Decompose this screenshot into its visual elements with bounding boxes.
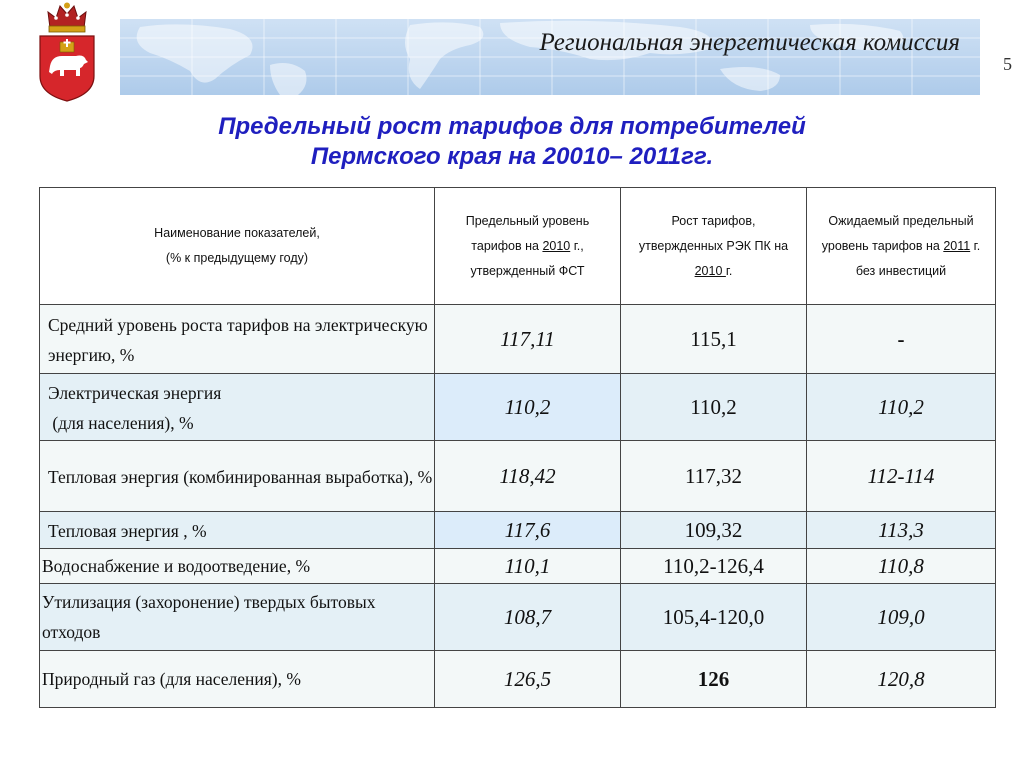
slide-title-line-1: Предельный рост тарифов для потребителей xyxy=(218,113,806,140)
cell-fst: 117,6 xyxy=(435,512,621,549)
cell-rek: 115,1 xyxy=(621,305,807,374)
row-label: Средний уровень роста тарифов на электрическую энергию, % xyxy=(40,305,435,374)
cell-fst: 110,2 xyxy=(435,374,621,441)
cell-rek: 117,32 xyxy=(621,441,807,512)
cell-expected: 120,8 xyxy=(807,651,996,708)
header-indicator-name: Наименование показателей, (% к предыдущему году) xyxy=(40,188,435,305)
cell-expected: 112-114 xyxy=(807,441,996,512)
cell-expected: 110,8 xyxy=(807,549,996,584)
table-row xyxy=(40,374,996,441)
row-label: Электрическая энергия (для населения), % xyxy=(40,374,435,441)
cell-fst: 110,1 xyxy=(435,549,621,584)
table-header-row xyxy=(40,188,996,305)
cell-rek: 110,2 xyxy=(621,374,807,441)
cell-expected: 109,0 xyxy=(807,584,996,651)
page-number: 5 xyxy=(1003,54,1012,74)
table-row xyxy=(40,305,996,374)
tariff-table xyxy=(39,187,996,708)
cell-rek: 105,4-120,0 xyxy=(621,584,807,651)
cell-rek: 126 xyxy=(621,651,807,708)
cell-rek: 109,32 xyxy=(621,512,807,549)
coat-of-arms-emblem xyxy=(34,2,100,102)
cell-fst: 108,7 xyxy=(435,584,621,651)
cell-expected: 110,2 xyxy=(807,374,996,441)
cell-expected: - xyxy=(807,305,996,374)
row-label: Природный газ (для населения), % xyxy=(40,651,435,708)
commission-title: Региональная энергетическая комиссия xyxy=(539,29,960,56)
table-row xyxy=(40,512,996,549)
header-banner xyxy=(120,19,980,95)
row-label: Тепловая энергия (комбинированная выработка), % xyxy=(40,441,435,512)
cell-expected: 113,3 xyxy=(807,512,996,549)
cell-fst: 126,5 xyxy=(435,651,621,708)
header-rek-growth-2010: Рост тарифов, утвержденных РЭК ПК на 2010 г. xyxy=(621,188,807,305)
row-label: Водоснабжение и водоотведение, % xyxy=(40,549,435,584)
table-row xyxy=(40,441,996,512)
cell-fst: 118,42 xyxy=(435,441,621,512)
row-label: Утилизация (захоронение) твердых бытовых отходов xyxy=(40,584,435,651)
row-label: Тепловая энергия , % xyxy=(40,512,435,549)
table-row xyxy=(40,651,996,708)
header-fst-level-2010: Предельный уровень тарифов на 2010 г., утвержденный ФСТ xyxy=(435,188,621,305)
slide-title-line-2: Пермского края на 20010– 2011гг. xyxy=(310,143,714,170)
header-expected-level-2011: Ожидаемый предельный уровень тарифов на 2011 г. без инвестиций xyxy=(807,188,996,305)
table-row xyxy=(40,549,996,584)
cell-fst: 117,11 xyxy=(435,305,621,374)
table-row xyxy=(40,584,996,651)
cell-rek: 110,2-126,4 xyxy=(621,549,807,584)
